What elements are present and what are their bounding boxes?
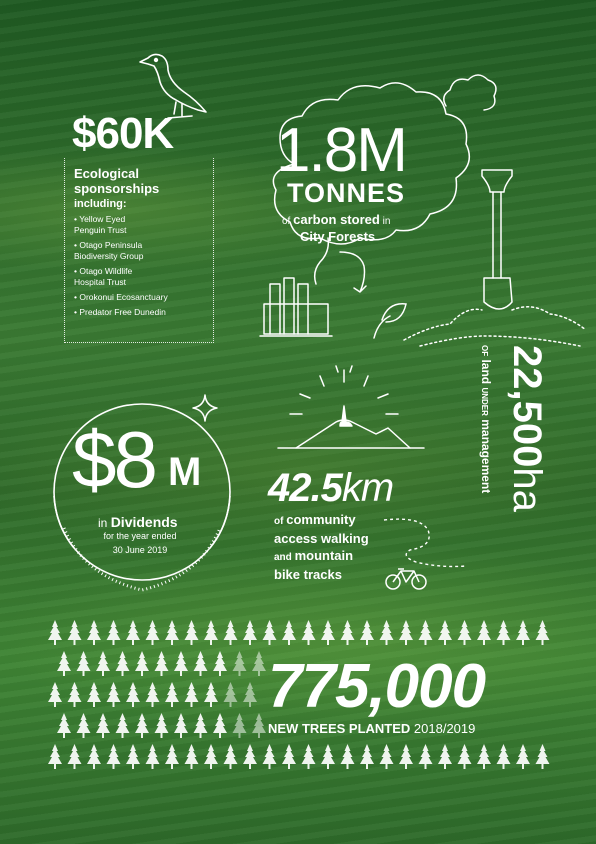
tree-icon <box>224 744 238 769</box>
tree-icon <box>263 620 277 645</box>
tree-icon <box>224 682 238 707</box>
tree-icon <box>204 744 218 769</box>
tree-icon <box>204 682 218 707</box>
tree-icon <box>224 620 238 645</box>
trees-caption: NEW TREES PLANTED 2018/2019 <box>268 721 476 736</box>
tree-icon <box>146 744 160 769</box>
tree-icon <box>516 744 530 769</box>
land-caption-wrap <box>476 345 496 583</box>
tree-icon <box>57 651 71 676</box>
tree-icon <box>419 620 433 645</box>
tree-icon <box>146 682 160 707</box>
carbon-unit: TONNES <box>287 178 406 208</box>
tree-icon <box>243 682 257 707</box>
sponsorship-amount: $60K <box>72 109 174 158</box>
tree-icon <box>213 713 227 738</box>
tree-icon <box>68 620 82 645</box>
tree-icon <box>321 620 335 645</box>
dividends-caption: in Dividends <box>98 514 178 530</box>
tree-icon <box>96 713 110 738</box>
tree-icon <box>68 744 82 769</box>
tree-icon <box>458 744 472 769</box>
tree-icon <box>360 744 374 769</box>
tree-icon <box>77 651 91 676</box>
tree-icon <box>282 620 296 645</box>
tree-icon <box>126 682 140 707</box>
tree-icon <box>302 744 316 769</box>
tree-icon <box>107 744 121 769</box>
tree-icon <box>213 651 227 676</box>
tree-icon <box>438 744 452 769</box>
tree-icon <box>252 713 266 738</box>
tree-icon <box>458 620 472 645</box>
tree-icon <box>126 620 140 645</box>
tree-icon <box>165 620 179 645</box>
sponsorship-list <box>74 214 210 322</box>
tree-icon <box>116 713 130 738</box>
tree-icon <box>536 744 550 769</box>
tree-icon <box>263 744 277 769</box>
tree-icon <box>135 651 149 676</box>
dividends-period: for the year ended <box>103 531 177 541</box>
bicycle-icon <box>384 566 428 592</box>
tree-icon <box>57 713 71 738</box>
tree-icon <box>165 744 179 769</box>
tree-icon <box>399 620 413 645</box>
tree-icon <box>477 744 491 769</box>
carbon-caption-line2: City Forests <box>300 229 376 244</box>
tree-icon <box>360 620 374 645</box>
tree-icon <box>194 651 208 676</box>
tree-icon <box>87 744 101 769</box>
mountain-icon <box>276 362 426 462</box>
list-item: • Otago Wildlife Hospital Trust <box>74 266 210 288</box>
list-item: • Predator Free Dunedin <box>74 307 210 318</box>
tree-icon <box>174 713 188 738</box>
dividends-date: 30 June 2019 <box>112 545 168 555</box>
tree-icon <box>155 713 169 738</box>
tree-icon <box>48 744 62 769</box>
spade-icon <box>400 166 590 350</box>
tree-icon <box>165 682 179 707</box>
tree-icon <box>126 744 140 769</box>
tree-icon <box>185 620 199 645</box>
sponsorship-title: Ecological sponsorships <box>74 166 160 196</box>
tree-icon <box>516 620 530 645</box>
list-item: • Yellow Eyed Penguin Trust <box>74 214 210 236</box>
tree-icon <box>174 651 188 676</box>
tree-icon <box>135 713 149 738</box>
tree-icon <box>497 620 511 645</box>
tree-icon <box>87 620 101 645</box>
tree-icon <box>48 682 62 707</box>
tree-icon <box>185 682 199 707</box>
tree-icon <box>107 682 121 707</box>
tree-icon <box>341 744 355 769</box>
list-item: • Orokonui Ecosanctuary <box>74 292 210 303</box>
tree-icon <box>321 744 335 769</box>
tree-icon <box>204 620 218 645</box>
land-amount-wrap <box>504 345 550 583</box>
tree-icon <box>96 651 110 676</box>
tree-icon <box>107 620 121 645</box>
tree-icon <box>380 620 394 645</box>
tree-icon <box>185 744 199 769</box>
tree-icon <box>419 744 433 769</box>
tree-icon <box>243 744 257 769</box>
tracks-caption: of community access walking and mountain bike tracks <box>274 512 369 582</box>
tree-icon <box>252 651 266 676</box>
sponsorship-including: including: <box>74 198 127 210</box>
tracks-amount: 42.5km <box>268 466 394 510</box>
tree-icon <box>380 744 394 769</box>
tree-icon <box>116 651 130 676</box>
tree-icon <box>233 713 247 738</box>
list-item: • Otago Peninsula Biodiversity Group <box>74 240 210 262</box>
tree-icon <box>399 744 413 769</box>
tree-icon <box>341 620 355 645</box>
tree-icon <box>194 713 208 738</box>
sparkle-icon <box>192 394 218 422</box>
land-caption: OF land UNDER management <box>479 345 493 494</box>
tree-icon <box>438 620 452 645</box>
dividends-amount: $8 <box>72 415 155 504</box>
tree-icon <box>477 620 491 645</box>
carbon-amount: 1.8M <box>276 116 406 185</box>
trees-amount: 775,000 <box>268 652 486 721</box>
tree-icon <box>146 620 160 645</box>
tree-icon <box>243 620 257 645</box>
tree-icon <box>48 620 62 645</box>
tree-icon <box>68 682 82 707</box>
land-amount: 22,500ha <box>505 345 549 512</box>
tree-icon <box>87 682 101 707</box>
tree-icon <box>233 651 247 676</box>
tree-icon <box>497 744 511 769</box>
tree-icon <box>155 651 169 676</box>
tree-icon <box>302 620 316 645</box>
dividends-unit: M <box>168 450 202 494</box>
carbon-caption-line1: of carbon stored in <box>282 212 391 227</box>
tree-icon <box>536 620 550 645</box>
tree-icon <box>282 744 296 769</box>
tree-icon <box>77 713 91 738</box>
